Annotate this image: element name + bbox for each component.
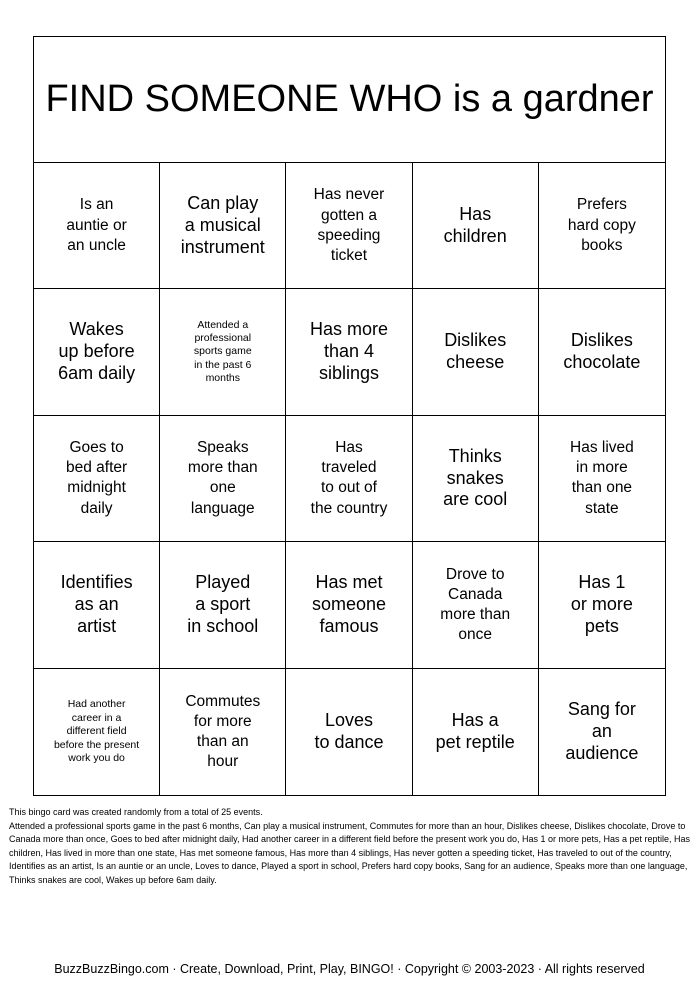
bingo-cell-text: Has 1 or more pets xyxy=(570,571,633,636)
bingo-cell-text: Had another career in a different field before the present work you do xyxy=(53,698,140,764)
bingo-cell xyxy=(34,416,160,542)
bingo-cell xyxy=(34,163,160,289)
bingo-cell-text: Speaks more than one language xyxy=(187,439,258,517)
bingo-cell xyxy=(286,416,412,542)
bingo-cell xyxy=(539,542,665,668)
bingo-cell-text: Loves to dance xyxy=(314,709,384,752)
bingo-cell-text: Thinks snakes are cool xyxy=(443,445,508,510)
card-title: FIND SOMEONE WHO is a gardner xyxy=(34,37,665,163)
bingo-cell xyxy=(160,542,286,668)
bingo-cell-text: Has never gotten a speeding ticket xyxy=(313,186,385,264)
bingo-cell xyxy=(413,542,539,668)
bingo-cell-text: Drove to Canada more than once xyxy=(440,565,511,644)
bingo-cell-text: Prefers hard copy books xyxy=(567,196,636,254)
bingo-cell xyxy=(413,289,539,415)
page-footer: BuzzBuzzBingo.com · Create, Download, Print, Play, BINGO! · Copyright © 2003-2023 · All rights reserved xyxy=(54,962,645,976)
bingo-cell-text: Has more than 4 siblings xyxy=(309,319,388,384)
bingo-cell xyxy=(286,542,412,668)
bingo-cell-text: Has met someone famous xyxy=(311,571,387,636)
bingo-cell xyxy=(539,669,665,795)
bingo-cell xyxy=(286,289,412,415)
bingo-cell-text: Sang for an audience xyxy=(565,698,639,763)
bingo-cell xyxy=(539,163,665,289)
bingo-cell-text: Attended a professional sports game in the past 6 months xyxy=(193,318,252,385)
bingo-cell xyxy=(160,416,286,542)
bingo-cell xyxy=(413,163,539,289)
bingo-cell-text: Identifies as an artist xyxy=(60,571,133,636)
bingo-cell xyxy=(34,669,160,795)
bingo-cell-text: Has traveled to out of the country xyxy=(310,439,388,517)
bingo-cell xyxy=(413,416,539,542)
info-event-list: Attended a professional sports game in the past 6 months, Can play a musical instrument, Commutes for more than an hour, Dislikes cheese, Dislikes chocolate, Drove to Canada more than once, Goes to bed after midnight daily, Had another career in a different field before the present work you do, Has 1 or more pets, Has a pet reptile, Has children, Has lived in more than one state, Has met someone famous, Has more than 4 siblings, Has never gotten a speeding ticket, Has traveled to out of the country, Identifies as an artist, Is an auntie or an uncle, Loves to dance, Played a sport in school, Prefers hard copy books, Sang for an audience, Speaks more than one language, Thinks snakes are cool, Wakes up before 6am daily. xyxy=(9,820,691,885)
bingo-cell-text: Dislikes chocolate xyxy=(563,330,641,373)
bingo-cell-text: Commutes for more than an hour xyxy=(185,692,261,770)
bingo-cell xyxy=(34,289,160,415)
bingo-cell xyxy=(160,289,286,415)
bingo-cell xyxy=(286,669,412,795)
bingo-cell xyxy=(539,289,665,415)
bingo-card xyxy=(33,36,666,796)
bingo-cell xyxy=(160,669,286,795)
bingo-cell xyxy=(34,542,160,668)
bingo-cell-text: Dislikes cheese xyxy=(444,330,507,373)
bingo-cell-text: Goes to bed after midnight daily xyxy=(66,439,128,517)
card-info xyxy=(9,806,691,888)
bingo-cell-text: Is an auntie or an uncle xyxy=(66,196,127,254)
bingo-grid xyxy=(34,163,665,795)
bingo-cell xyxy=(160,163,286,289)
bingo-cell-text: Wakes up before 6am daily xyxy=(58,319,136,384)
info-summary: This bingo card was created randomly from a total of 25 events. xyxy=(9,807,263,817)
bingo-cell xyxy=(413,669,539,795)
bingo-cell xyxy=(286,163,412,289)
bingo-cell xyxy=(539,416,665,542)
bingo-cell-text: Played a sport in school xyxy=(187,571,259,636)
bingo-cell-text: Has lived in more than one state xyxy=(570,439,634,517)
bingo-cell-text: Can play a musical instrument xyxy=(180,192,265,257)
bingo-cell-text: Has a pet reptile xyxy=(435,709,515,752)
bingo-cell-text: Has children xyxy=(443,203,507,246)
